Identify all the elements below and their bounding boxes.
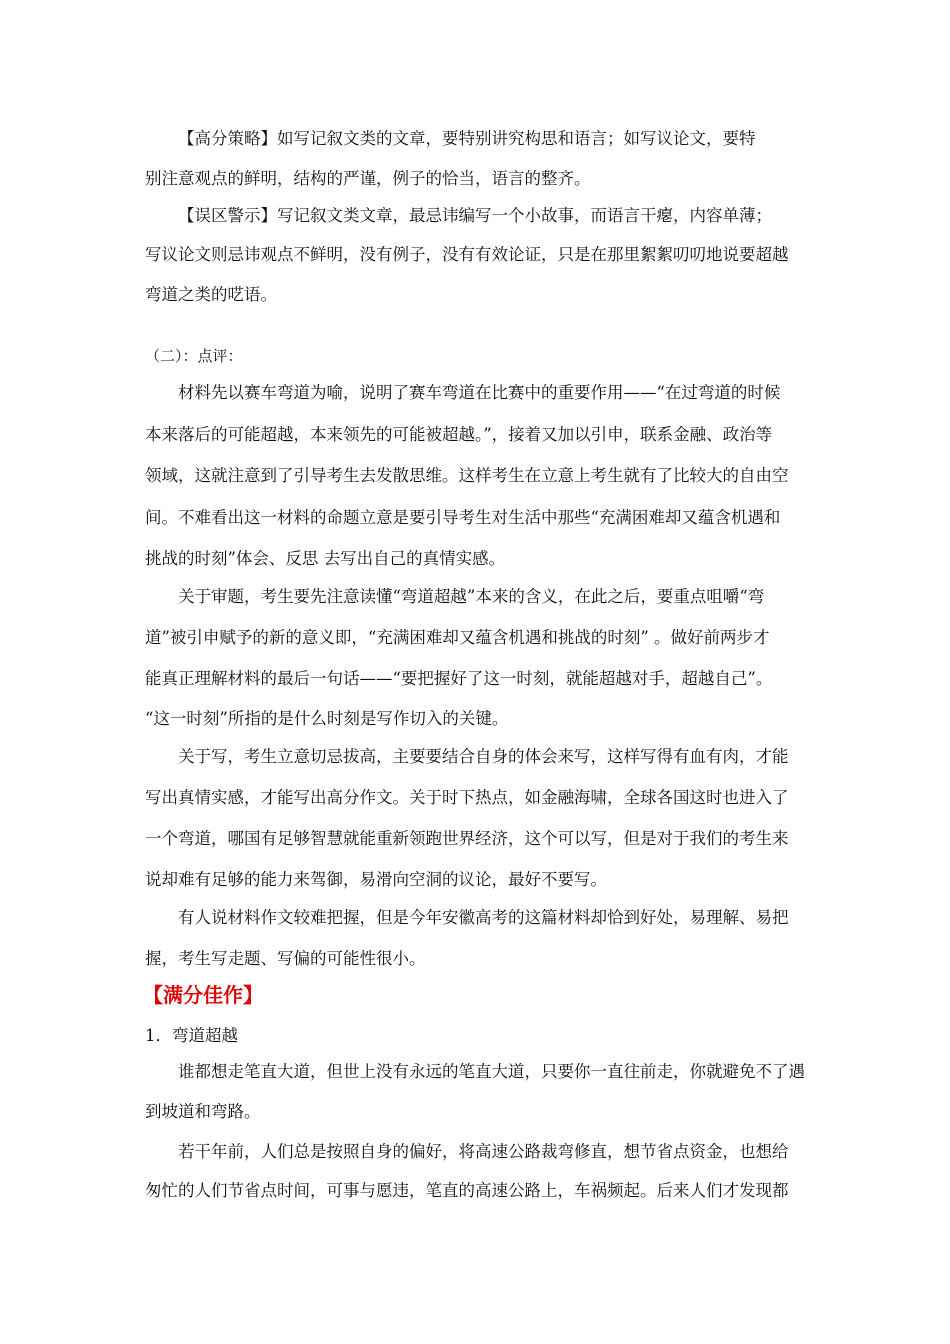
warning-paragraph-line-1: 【误区警示】写记叙文类文章，最忌讳编写一个小故事，而语言干瘪，内容单薄；: [178, 206, 772, 225]
comment-paragraph-2-line-2: 道”被引申赋予的新的意义即，“充满困难却又蕴含机遇和挑战的时刻” 。做好前两步才: [145, 628, 770, 647]
essay-paragraph-2-line-2: 匆忙的人们节省点时间，可事与愿违，笔直的高速公路上，车祸频起。后来人们才发现都: [145, 1181, 789, 1200]
essay-paragraph-1-line-1: 谁都想走笔直大道，但世上没有永远的笔直大道，只要你一直往前走，你就避免不了遇: [178, 1062, 805, 1081]
comment-paragraph-2-line-4: “这一时刻”所指的是什么时刻是写作切入的关键。: [145, 709, 509, 728]
essay-title: 1．弯道超越: [145, 1026, 238, 1045]
comment-paragraph-2-line-1: 关于审题，考生要先注意读懂“弯道超越”本来的含义，在此之后，要重点咀嚼“弯: [178, 587, 765, 606]
comment-paragraph-1-line-3: 领域，这就注意到了引导考生去发散思维。这样考生在立意上考生就有了比较大的自由空: [145, 466, 789, 485]
comment-paragraph-1-line-1: 材料先以赛车弯道为喻，说明了赛车弯道在比赛中的重要作用——“在过弯道的时候: [178, 383, 781, 402]
comment-paragraph-1-line-5: 挑战的时刻”体会、反思 去写出自己的真情实感。: [145, 549, 506, 568]
strategy-paragraph-line-1: 【高分策略】如写记叙文类的文章，要特别讲究构思和语言；如写议论文，要特: [178, 129, 756, 148]
comment-paragraph-4-line-1: 有人说材料作文较难把握，但是今年安徽高考的这篇材料却恰到好处，易理解、易把: [178, 908, 789, 927]
full-score-heading: 【满分佳作】: [143, 983, 263, 1007]
warning-paragraph-line-2: 写议论文则忌讳观点不鲜明，没有例子，没有有效论证，只是在那里絮絮叨叨地说要超越: [145, 245, 789, 264]
comment-paragraph-1-line-2: 本来落后的可能超越，本来领先的可能被超越。”，接着又加以引申，联系金融、政治等: [145, 425, 773, 444]
essay-paragraph-2-line-1: 若干年前，人们总是按照自身的偏好，将高速公路裁弯修直，想节省点资金，也想给: [178, 1142, 789, 1161]
comment-paragraph-1-line-4: 间。不难看出这一材料的命题立意是要引导考生对生活中那些“充满困难却又蕴含机遇和: [145, 508, 781, 527]
strategy-paragraph-line-2: 别注意观点的鲜明，结构的严谨，例子的恰当，语言的整齐。: [145, 169, 591, 188]
essay-paragraph-1-line-2: 到坡道和弯路。: [145, 1102, 261, 1121]
comment-paragraph-3-line-2: 写出真情实感，才能写出高分作文。关于时下热点，如金融海啸，全球各国这时也进入了: [145, 788, 789, 807]
comment-paragraph-4-line-2: 握，考生写走题、写偏的可能性很小。: [145, 949, 426, 968]
comment-paragraph-3-line-3: 一个弯道，哪国有足够智慧就能重新领跑世界经济，这个可以写，但是对于我们的考生来: [145, 829, 789, 848]
comment-paragraph-3-line-1: 关于写，考生立意切忌拔高，主要要结合自身的体会来写，这样写得有血有肉，才能: [178, 747, 789, 766]
section-label: （二）：点评：: [145, 347, 243, 365]
comment-paragraph-3-line-4: 说却难有足够的能力来驾御，易滑向空洞的议论，最好不要写。: [145, 870, 607, 889]
comment-paragraph-2-line-3: 能真正理解材料的最后一句话——“要把握好了这一时刻，就能超越对手，超越自己”。: [145, 669, 773, 688]
warning-paragraph-line-3: 弯道之类的呓语。: [145, 285, 277, 304]
